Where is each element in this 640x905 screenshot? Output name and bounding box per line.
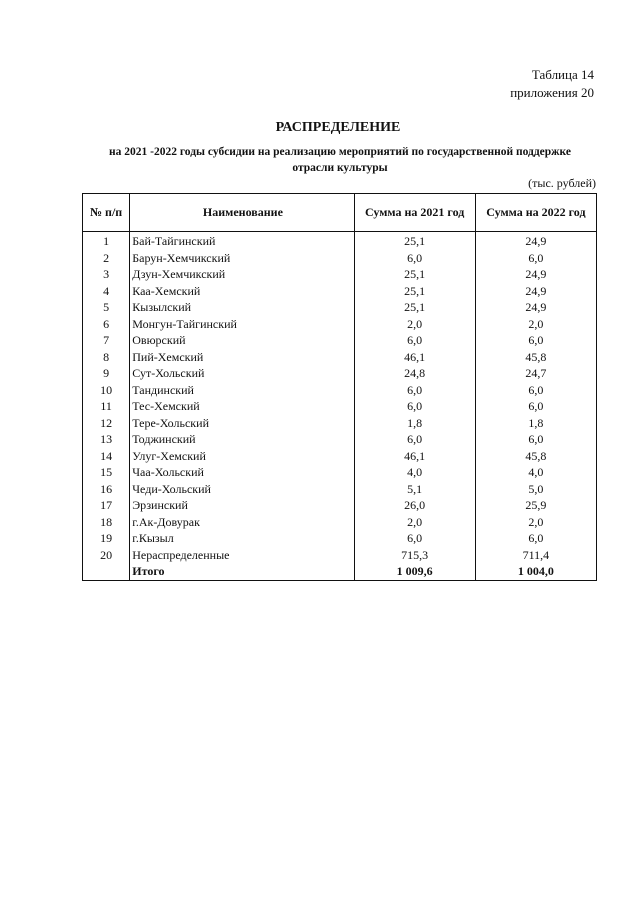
row-sum-2022: 24,9 [475,283,596,300]
row-name: Эрзинский [130,497,354,514]
row-sum-2022: 6,0 [475,382,596,399]
row-number: 18 [83,514,130,531]
row-name: Монгун-Тайгинский [130,316,354,333]
subtitle-line2: отрасли культуры [292,162,388,174]
row-sum-2021: 6,0 [354,250,475,267]
table-row [83,481,597,498]
row-sum-2022: 711,4 [475,547,596,564]
row-name: Тере-Хольский [130,415,354,432]
row-sum-2021: 24,8 [354,365,475,382]
table-row [83,250,597,267]
total-row [83,563,597,580]
row-sum-2022: 45,8 [475,349,596,366]
table-row [83,332,597,349]
row-sum-2021: 6,0 [354,398,475,415]
table-row [83,316,597,333]
row-sum-2021: 2,0 [354,514,475,531]
table-row [83,415,597,432]
table-ref-line2: приложения 20 [510,85,594,100]
row-sum-2022: 5,0 [475,481,596,498]
row-sum-2022: 1,8 [475,415,596,432]
row-sum-2021: 25,1 [354,299,475,316]
row-sum-2022: 25,9 [475,497,596,514]
row-sum-2021: 46,1 [354,349,475,366]
row-number: 4 [83,283,130,300]
row-number: 2 [83,250,130,267]
row-name: Чеди-Хольский [130,481,354,498]
row-number: 5 [83,299,130,316]
row-sum-2022: 6,0 [475,398,596,415]
row-name: г.Ак-Довурак [130,514,354,531]
table-row [83,547,597,564]
row-sum-2021: 715,3 [354,547,475,564]
row-sum-2021: 2,0 [354,316,475,333]
table-reference [510,66,594,102]
table-row [83,464,597,481]
row-name: Тоджинский [130,431,354,448]
row-sum-2021: 6,0 [354,530,475,547]
table-row [83,530,597,547]
row-sum-2021: 5,1 [354,481,475,498]
row-sum-2022: 4,0 [475,464,596,481]
row-number: 16 [83,481,130,498]
row-number: 20 [83,547,130,564]
row-name: Каа-Хемский [130,283,354,300]
row-sum-2021: 25,1 [354,266,475,283]
table-row [83,232,597,250]
table-row [83,299,597,316]
row-number: 13 [83,431,130,448]
row-sum-2022: 24,7 [475,365,596,382]
row-sum-2021: 25,1 [354,283,475,300]
table-row [83,398,597,415]
row-sum-2022: 2,0 [475,316,596,333]
row-name: Сут-Хольский [130,365,354,382]
table-row [83,514,597,531]
row-sum-2021: 25,1 [354,232,475,250]
row-sum-2022: 6,0 [475,332,596,349]
row-sum-2022: 2,0 [475,514,596,531]
table-header-row [83,194,597,232]
row-sum-2021: 46,1 [354,448,475,465]
header-sum-2022: Сумма на 2022 год [475,194,596,232]
row-sum-2022: 6,0 [475,250,596,267]
total-sum-2021: 1 009,6 [354,563,475,580]
row-name: Бай-Тайгинский [130,232,354,250]
row-number: 15 [83,464,130,481]
row-number: 1 [83,232,130,250]
document-title: РАСПРЕДЕЛЕНИЕ [275,120,401,135]
row-sum-2021: 1,8 [354,415,475,432]
row-number: 6 [83,316,130,333]
row-number: 14 [83,448,130,465]
row-number: 19 [83,530,130,547]
unit-label: (тыс. рублей) [528,176,596,190]
row-name: Тандинский [130,382,354,399]
row-number: 10 [83,382,130,399]
table-row [83,431,597,448]
table-row [83,349,597,366]
row-sum-2022: 6,0 [475,431,596,448]
row-name: г.Кызыл [130,530,354,547]
row-number: 11 [83,398,130,415]
row-sum-2022: 6,0 [475,530,596,547]
total-name: Итого [130,563,354,580]
row-name: Барун-Хемчикский [130,250,354,267]
row-name: Кызылский [130,299,354,316]
row-number: 7 [83,332,130,349]
table-row [83,365,597,382]
subtitle-line1: на 2021 -2022 годы субсидии на реализацию мероприятий по государственной поддержке [109,146,571,158]
row-sum-2021: 6,0 [354,382,475,399]
header-name: Наименование [130,194,354,232]
row-sum-2021: 6,0 [354,431,475,448]
row-number: 12 [83,415,130,432]
table-row [83,382,597,399]
row-sum-2022: 24,9 [475,232,596,250]
row-name: Чаа-Хольский [130,464,354,481]
total-number [83,563,130,580]
row-sum-2021: 4,0 [354,464,475,481]
table-row [83,448,597,465]
row-name: Тес-Хемский [130,398,354,415]
table-ref-line1: Таблица 14 [531,67,594,82]
row-sum-2022: 24,9 [475,299,596,316]
row-name: Улуг-Хемский [130,448,354,465]
row-name: Дзун-Хемчикский [130,266,354,283]
row-number: 17 [83,497,130,514]
table-row [83,283,597,300]
table-row [83,266,597,283]
row-sum-2021: 26,0 [354,497,475,514]
row-number: 3 [83,266,130,283]
table-row [83,497,597,514]
row-sum-2022: 45,8 [475,448,596,465]
row-sum-2021: 6,0 [354,332,475,349]
header-number: № п/п [83,194,130,232]
row-name: Овюрский [130,332,354,349]
row-sum-2022: 24,9 [475,266,596,283]
document-subtitle [80,144,600,176]
row-number: 8 [83,349,130,366]
distribution-table [82,193,597,581]
row-name: Нераспределенные [130,547,354,564]
row-name: Пий-Хемский [130,349,354,366]
header-sum-2021: Сумма на 2021 год [354,194,475,232]
row-number: 9 [83,365,130,382]
total-sum-2022: 1 004,0 [475,563,596,580]
